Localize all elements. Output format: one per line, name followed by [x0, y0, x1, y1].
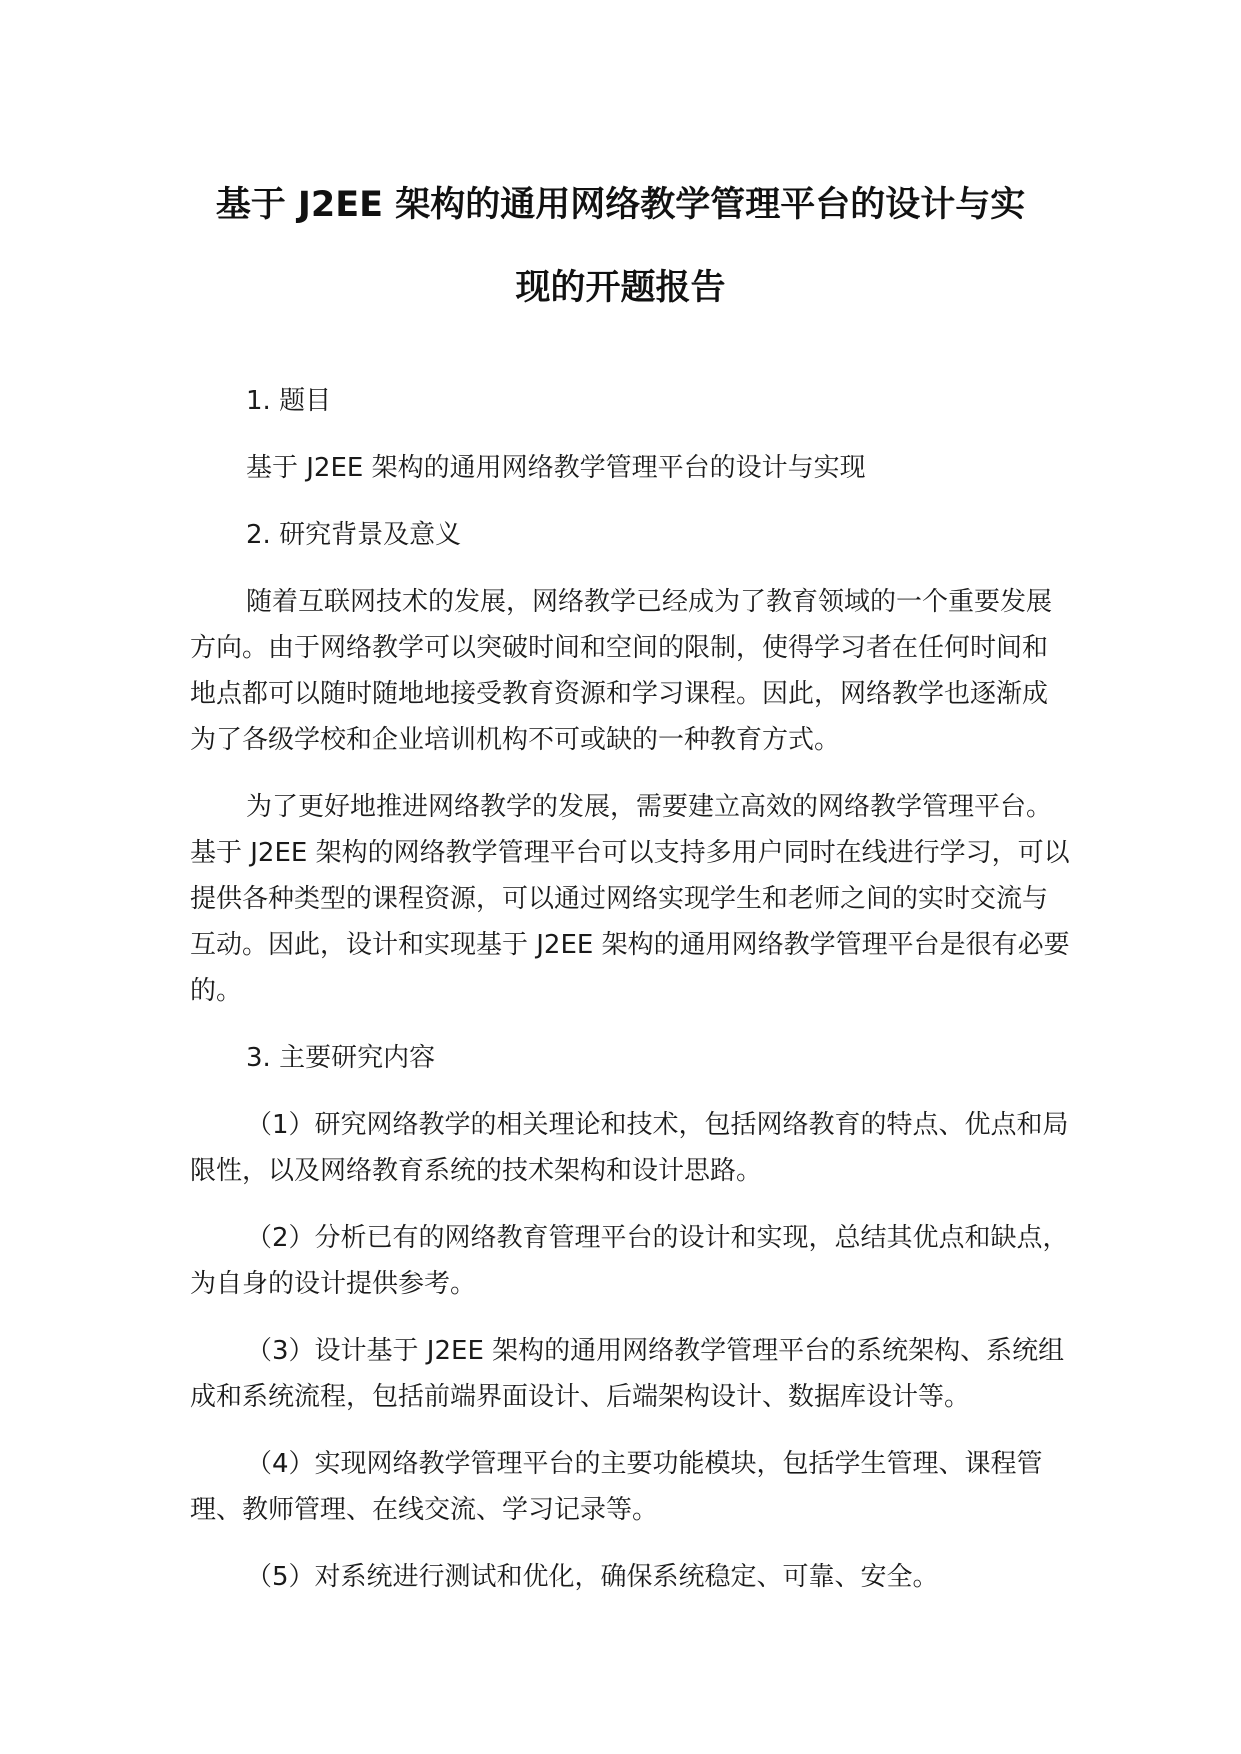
paragraph-topic: 基于 J2EE 架构的通用网络教学管理平台的设计与实现 — [246, 453, 866, 483]
research-item-2: （2）分析已有的网络教育管理平台的设计和实现，总结其优点和缺点，为自身的设计提供参考。 — [190, 1223, 1069, 1299]
section-heading-research-content: 3. 主要研究内容 — [246, 1043, 436, 1073]
research-item-4: （4）实现网络教学管理平台的主要功能模块，包括学生管理、课程管理、教师管理、在线交流、学习记录等。 — [190, 1449, 1043, 1525]
research-item-3: （3）设计基于 J2EE 架构的通用网络教学管理平台的系统架构、系统组成和系统流程，包括前端界面设计、后端架构设计、数据库设计等。 — [190, 1336, 1065, 1412]
paragraph-background-1: 随着互联网技术的发展，网络教学已经成为了教育领域的一个重要发展方向。由于网络教学可以突破时间和空间的限制，使得学习者在任何时间和地点都可以随时随地地接受教育资源和学习课程。因此，网络教学也逐渐成为了各级学校和企业培训机构不可或缺的一种教育方式。 — [190, 587, 1053, 755]
research-item-1: （1）研究网络教学的相关理论和技术，包括网络教育的特点、优点和局限性，以及网络教育系统的技术架构和设计思路。 — [190, 1110, 1069, 1186]
paragraph-background-2: 为了更好地推进网络教学的发展，需要建立高效的网络教学管理平台。基于 J2EE 架构的网络教学管理平台可以支持多用户同时在线进行学习，可以提供各种类型的课程资源，可以通过网络实现学生和老师之间的实时交流与互动。因此，设计和实现基于 J2EE 架构的通用网络教学管理平台是很有必要的。 — [190, 792, 1070, 1006]
document-body — [190, 378, 1070, 1621]
document-title-line-2: 现的开题报告 — [515, 268, 726, 308]
document-title-line-1: 基于 J2EE 架构的通用网络教学管理平台的设计与实 — [215, 185, 1026, 225]
research-item-5: （5）对系统进行测试和优化，确保系统稳定、可靠、安全。 — [246, 1562, 939, 1592]
section-heading-topic: 1. 题目 — [246, 386, 332, 416]
section-heading-background: 2. 研究背景及意义 — [246, 520, 462, 550]
